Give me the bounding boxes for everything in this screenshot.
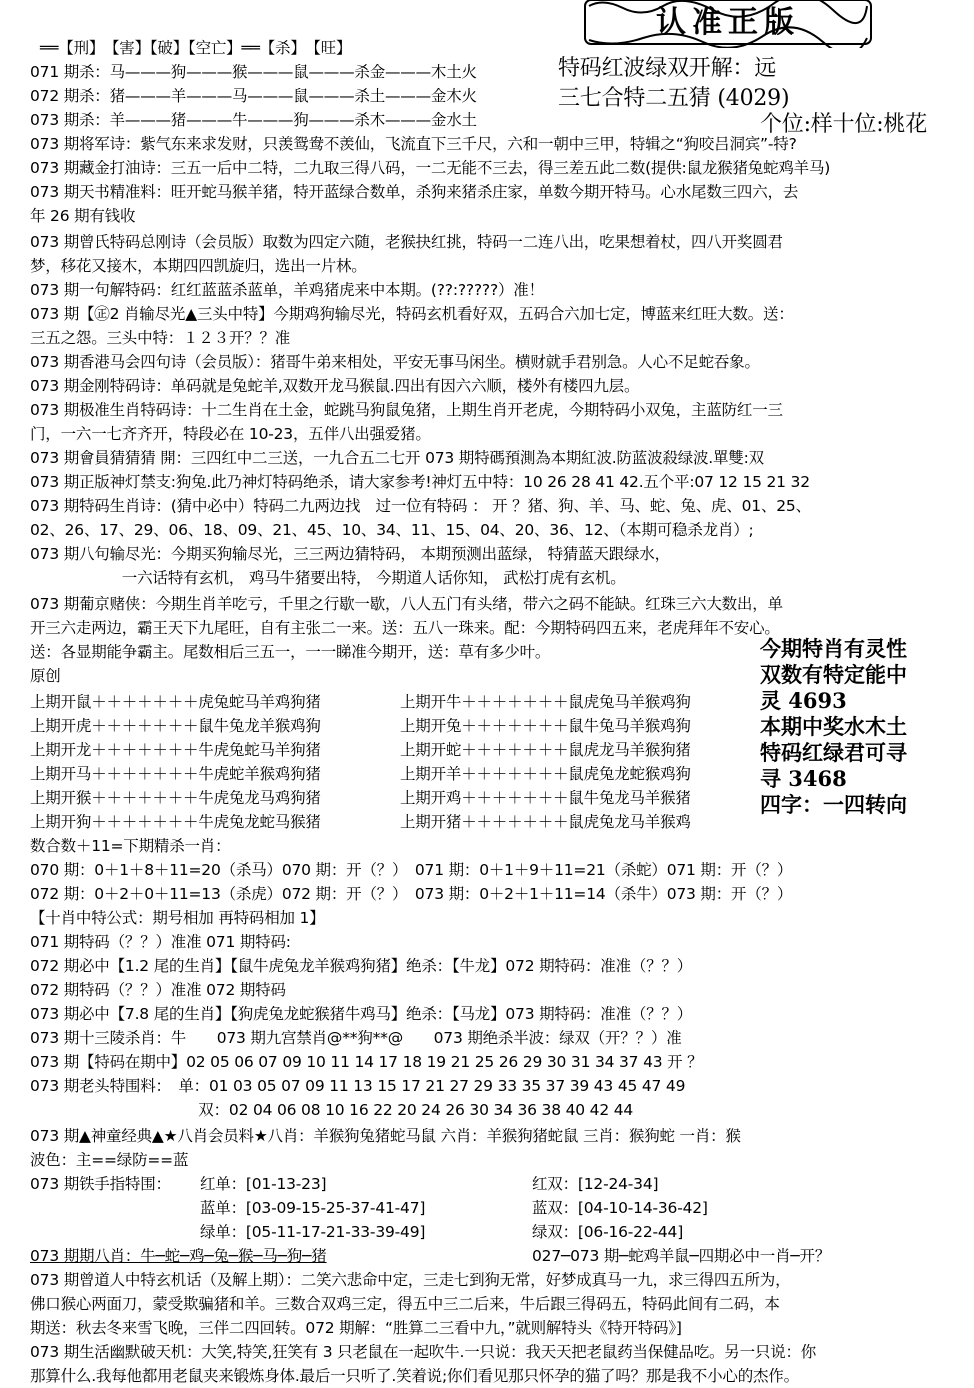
child-classic: 073 期▲神童经典▲★八肖会员料★八肖：羊猴狗兔猪蛇马鼠 六肖：羊猴狗猪蛇鼠 三肖：猴狗蛇 一肖：猴 [30,1127,741,1145]
grid-right-row: 上期开牛＋＋＋＋＋＋＋鼠虎兔马羊猴鸡狗 [400,693,691,711]
in-period-code: 073 期【特码在期中】02 05 06 07 09 10 11 14 17 18 19 21 25 26 29 30 31 34 37 43 开 ？ [30,1053,703,1071]
zeng-riddle-2: 佛口猴心两面刀，蒙受欺骗猪和羊。三数合双鸡三定，得五中三二后来，牛后跟三得码五，特码此间有二码，本 [30,1295,780,1313]
grid-left-row: 上期开虎＋＋＋＋＋＋＋鼠牛兔龙羊猴鸡狗 [30,717,321,735]
eight-zodiac: 073 期期八肖：牛─蛇─鸡─兔─猴─马─狗─猪 [30,1247,327,1265]
hand-line-3: 个位:样十位:桃花 [760,112,928,137]
heavenly-book: 073 期天书精准料：旺开蛇马猴羊猪，特开蓝绿合数单，杀狗来猪杀庄家，单数今期开特马。心水尾数三四六，去 [30,183,799,201]
humor: 073 期生活幽默破天机：大笑,特笑,狂笑有 3 只老鼠在一起吹牛.一只说：我天天把老鼠药当保健品吃。另一只说：你 [30,1343,817,1361]
diamond-poem: 073 期金刚特码诗：单码就是兔蛇羊,双数开龙马猴鼠.四出有因六六顺，楼外有楼四九层。 [30,377,640,395]
two-zodiac: 073 期【㊣2 肖输尽光▲三头中特】今期鸡狗输尽光，特码玄机看好双，五码合六加七定，博蓝来红旺大数。送： [30,305,794,323]
tomb-kill: 073 期十三陵杀肖：牛 073 期九宫禁肖@**狗**@ 073 期绝杀半波：绿双（开？？）准 [30,1029,682,1047]
zeng-poem-cont: 梦，移花又接木，本期四四凯旋归，选出一片林。 [30,257,367,275]
zodiac-poem-cont: 02、26、17、29、06、18、09、21、45、10、34、11、15、04、20、36、12、（本期可稳杀龙肖）; [30,521,754,539]
iron-red-single: 红单：[01-13-23] [200,1175,327,1193]
accurate-poem-cont: 门，一六一七齐齐开，特段必在 10-23，五伴八出强爱猪。 [30,425,431,443]
sum-kill-title: 数合数＋11=下期精杀一肖： [30,837,231,855]
iron-red-double: 红双：[12-24-34] [532,1175,659,1193]
grid-left-row: 上期开猴＋＋＋＋＋＋＋牛虎兔龙马鸡狗猪 [30,789,321,807]
sum-kill-070: 070 期：0＋1＋8＋11=20（杀马）070 期：开（？） 071 期：0＋1＋9＋11=21（杀蛇）071 期：开（？） [30,861,793,879]
right-line-7: 四字：一四转向 [760,792,907,817]
zodiac-poem: 073 期特码生肖诗：(猜中必中）特码二九两边找 过一位有特码 ： 开 ？猪、狗、羊、马、蛇、兔、虎、01、25、 [30,497,811,515]
grid-left-row: 上期开龙＋＋＋＋＋＋＋牛虎兔蛇马羊狗猪 [30,741,321,759]
humor-cont: 那算什么.我每他都用老鼠夹来锻炼身体.最后一只听了.笑着说;你们看见那只怀孕的猫了吗？那是我不小心的杰作。 [30,1367,799,1385]
must-073: 073 期必中【7.8 尾的生肖】【狗虎兔龙蛇猴猪牛鸡马】绝杀：【马龙】073 期特码：准准（？？） [30,1005,693,1023]
grid-right-row: 上期开兔＋＋＋＋＋＋＋鼠牛兔马羊猴鸡狗 [400,717,691,735]
must-072: 072 期必中【1.2 尾的生肖】【鼠牛虎兔龙羊猴鸡狗猪】绝杀：【牛龙】072 期特码：准准（？？） [30,957,693,975]
sum-kill-072: 072 期：0＋2＋0＋11=13（杀虎）072 期：开（？） 073 期：0＋2＋1＋11=14（杀牛）073 期：开（？） [30,885,793,903]
eight-lines: 073 期八句输尽光：今期买狗输尽光，三三两边猜特码， 本期预测出蓝绿， 特猜蓝天跟绿水， [30,545,670,563]
heavenly-book-cont: 年 26 期有钱收 [30,207,136,225]
logo-text: 认准正版 [656,5,800,40]
grid-left-row: 上期开狗＋＋＋＋＋＋＋牛虎兔龙蛇马猴猪 [30,813,321,831]
macau-gambler: 073 期葡京赌侠：今期生肖羊吃亏，千里之行歇一歇，八人五门有头绪，带六之码不能缺。红珠三六大数出，单 [30,595,783,613]
grid-right-row: 上期开猪＋＋＋＋＋＋＋鼠虎兔龙马羊猴鸡 [400,813,691,831]
hand-line-2: 三七合特二五猜 (4029) [558,86,790,111]
accurate-poem: 073 期极准生肖特码诗：十二生肖在土金，蛇跳马狗鼠兔猪，上期生肖开老虎，今期特码小双兔，主蓝防红一三 [30,401,783,419]
formula-title: 【十肖中特公式：期号相加 再特码相加 1】 [30,909,325,927]
wave-color: 波色：主==绿防==蓝 [30,1151,189,1169]
hidden-gold-poem: 073 期藏金打油诗：三五一后中二特，二九取三得八码，一二无能不三去，得三差五此二数(提供:鼠龙猴猪兔蛇鸡羊马) [30,159,831,177]
grid-right-row: 上期开蛇＋＋＋＋＋＋＋鼠虎龙马羊猴狗猪 [400,741,691,759]
old-man-double: 双：02 04 06 08 10 16 22 20 24 26 30 34 36 38 40 42 44 [30,1101,634,1119]
old-man-single: 073 期老头特围料： 单：01 03 05 07 09 11 13 15 17 21 27 29 33 35 37 39 43 45 47 49 [30,1077,686,1095]
member-guess: 073 期會員猜猜猜 開：三四红中二三送，一九合五二七开 073 期特碼預測為本期紅波.防蓝波殺绿波.單雙:双 [30,449,764,467]
kill-row-071: 071 期杀：马———狗———猴———鼠———杀金———木土火 [30,63,477,81]
logo-stamp [583,0,873,48]
macau-gambler-3: 送：各显期能争霸主。尾数相后三五一，一一睇准今期开，送：草有多少叶。 [30,643,551,661]
right-line-5: 特码红绿君可寻 [760,740,907,765]
right-line-6: 寻 3468 [760,766,847,791]
hand-line-1: 特码红波绿双开解：远 [558,56,777,81]
iron-title: 073 期铁手指特围： [30,1175,171,1193]
header-row: ══【刑】 【害】【破】【空亡】══【杀】 【旺】 [40,39,352,57]
one-sentence: 073 期一句解特码：红红蓝蓝杀蓝单，羊鸡猪虎来中本期。(??:?????）准！ [30,281,544,299]
right-line-2: 双数有特定能中 [760,662,907,687]
kill-row-072: 072 期杀：猪———羊———马———鼠———杀土———金木火 [30,87,477,105]
eight-zodiac-range: 027─073 期─蛇鸡羊鼠─四期必中一肖─开？ [532,1247,831,1265]
zeng-riddle: 073 期曾道人中特玄机话（及解上期）：二笑六悲命中定，三走七到狗无常，好梦成真马一九，求三得四五所为， [30,1271,791,1289]
special-071: 071 期特码（？？）准准 071 期特码: [30,933,291,951]
grid-left-row: 上期开鼠＋＋＋＋＋＋＋虎兔蛇马羊鸡狗猪 [30,693,321,711]
kill-row-073: 073 期杀：羊———猪———牛———狗———杀木———金水土 [30,111,477,129]
general-poem: 073 期将军诗：紫气东来求发财，只羡鸳鸯不羡仙，飞流直下三千尺，六和一朝中三甲，特辑之“狗咬吕洞宾”-特? [30,135,797,153]
grid-right-row: 上期开鸡＋＋＋＋＋＋＋鼠牛兔龙马羊猴猪 [400,789,691,807]
right-line-4: 本期中奖水木土 [760,714,907,739]
iron-green-double: 绿双：[06-16-22-44] [532,1223,684,1241]
special-072: 072 期特码（？？）准准 072 期特码 [30,981,286,999]
iron-blue-single: 蓝单：[03-09-15-25-37-41-47] [200,1199,426,1217]
eight-lines-cont: 一六话特有玄机， 鸡马牛猪要出特， 今期道人话你知， 武松打虎有玄机。 [30,569,626,587]
iron-blue-double: 蓝双：[04-10-14-36-42] [532,1199,708,1217]
right-line-1: 今期特肖有灵性 [760,636,907,661]
macau-gambler-2: 开三六走两边，霸王天下九尾旺，自有主张二一来。送：五八一珠来。配：今期特码四五来，老虎拜年不安心。 [30,619,780,637]
original-label: 原创 [30,667,61,685]
right-line-3: 灵 4693 [760,688,847,713]
zeng-riddle-3: 期送：秋去冬来雪飞晚，三伴二四回转。072 期解：“胜算二三看中九，”就则解特头《特开特码》] [30,1319,682,1337]
lamp-forbid: 073 期正版神灯禁支:狗兔.此乃神灯特码绝杀，请大家参考!神灯五中特：10 26 28 41 42.五个平:07 12 15 21 32 [30,473,810,491]
grid-right-row: 上期开羊＋＋＋＋＋＋＋鼠虎兔龙蛇猴鸡狗 [400,765,691,783]
zeng-poem: 073 期曾氏特码总刚诗（会员版）取数为四定六随，老猴抉红挑，特码一二连八出，吃果想着杖，四八开奖圆君 [30,233,783,251]
iron-green-single: 绿单：[05-11-17-21-33-39-49] [200,1223,426,1241]
grid-left-row: 上期开马＋＋＋＋＋＋＋牛虎蛇羊猴鸡狗猪 [30,765,321,783]
two-zodiac-cont: 三五之怨。三头中特：１２３开？？准 [30,329,291,347]
hk-poem: 073 期香港马会四句诗（会员版）：猪哥牛弟来相处，平安无事马闲坐。横财就手君别急。人心不足蛇吞象。 [30,353,760,371]
